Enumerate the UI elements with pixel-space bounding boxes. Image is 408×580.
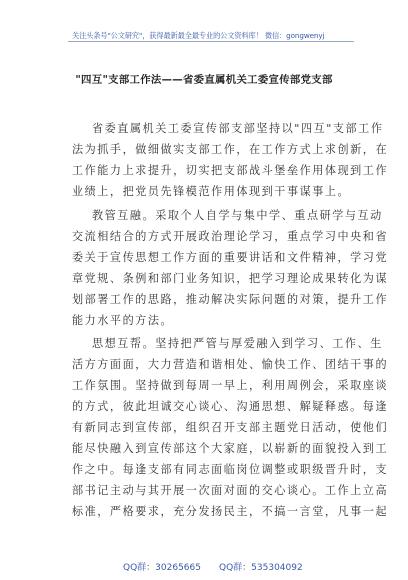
header-divider	[68, 41, 354, 42]
body-line: 章党规、条例和部门业务知识，把学习理论成果转化为谋	[72, 272, 389, 285]
page-header	[0, 0, 408, 47]
body-line: 教管互融。采取个人自学与集中学、重点研学与互动	[92, 209, 383, 222]
body-line: 划部署工作的思路，推动解决实际问题的对策，提升工作	[72, 293, 389, 306]
footer-qq-group-1: QQ群：30265665	[123, 563, 201, 573]
body-line: 工作能力上求提升，切实把支部战斗堡垒作用体现到工作	[72, 164, 389, 177]
body-line: 部书记主动与其开展一次面对面的交心谈心。工作上立高	[72, 484, 389, 497]
body-line: 交流相结合的方式开展政治理论学习，重点学习中央和省	[72, 230, 389, 243]
body-line: 法为抓手，做细做实支部工作，在工作方式上求创新，在	[72, 143, 389, 156]
body-line: 有新同志到宣传部，组织召开支部主题党日活动，使他们	[72, 421, 389, 434]
body-line: 省委直属机关工委宣传部支部坚持以"四互"支部工作	[92, 122, 384, 135]
body-line: 标准，严格要求，充分发扬民主，不搞一言堂，凡事一起	[72, 505, 389, 518]
body-line: 业绩上，把党员先锋模范作用体现到干事谋事上。	[72, 185, 351, 198]
body-line: 工作氛围。坚持做到每周一早上，利用周例会，采取座谈	[72, 379, 389, 392]
body-line: 能力水平的方法。	[72, 314, 174, 327]
body-line: 能尽快融入到宣传部这个大家庭，以崭新的面貌投入到工	[72, 442, 389, 455]
body-line: 活方方面面，大力营造和谐相处、愉快工作、团结干事的	[72, 358, 389, 371]
body-line: 作之中。每逢支部有同志面临岗位调整或职级晋升时，支	[72, 463, 389, 476]
body-line: 委关于宣传思想工作方面的重要讲话和文件精神，学习党	[72, 251, 389, 264]
body-line: 思想互帮。坚持把严管与厚爱融入到学习、工作、生	[92, 337, 383, 350]
footer-qq-group-2: QQ群：535304092	[219, 563, 303, 573]
document-title: "四互"支部工作法——省委直属机关工委宣传部党支部	[75, 74, 333, 86]
page-footer	[0, 560, 408, 580]
body-line: 的方式，彼此坦诚交心谈心、沟通思想、解疑释惑。每逢	[72, 400, 389, 413]
header-promo-text: 关注头条号"公文研究"，获得最新最全最专业的公文资料库！ 微信：gongwenyj	[72, 31, 325, 40]
